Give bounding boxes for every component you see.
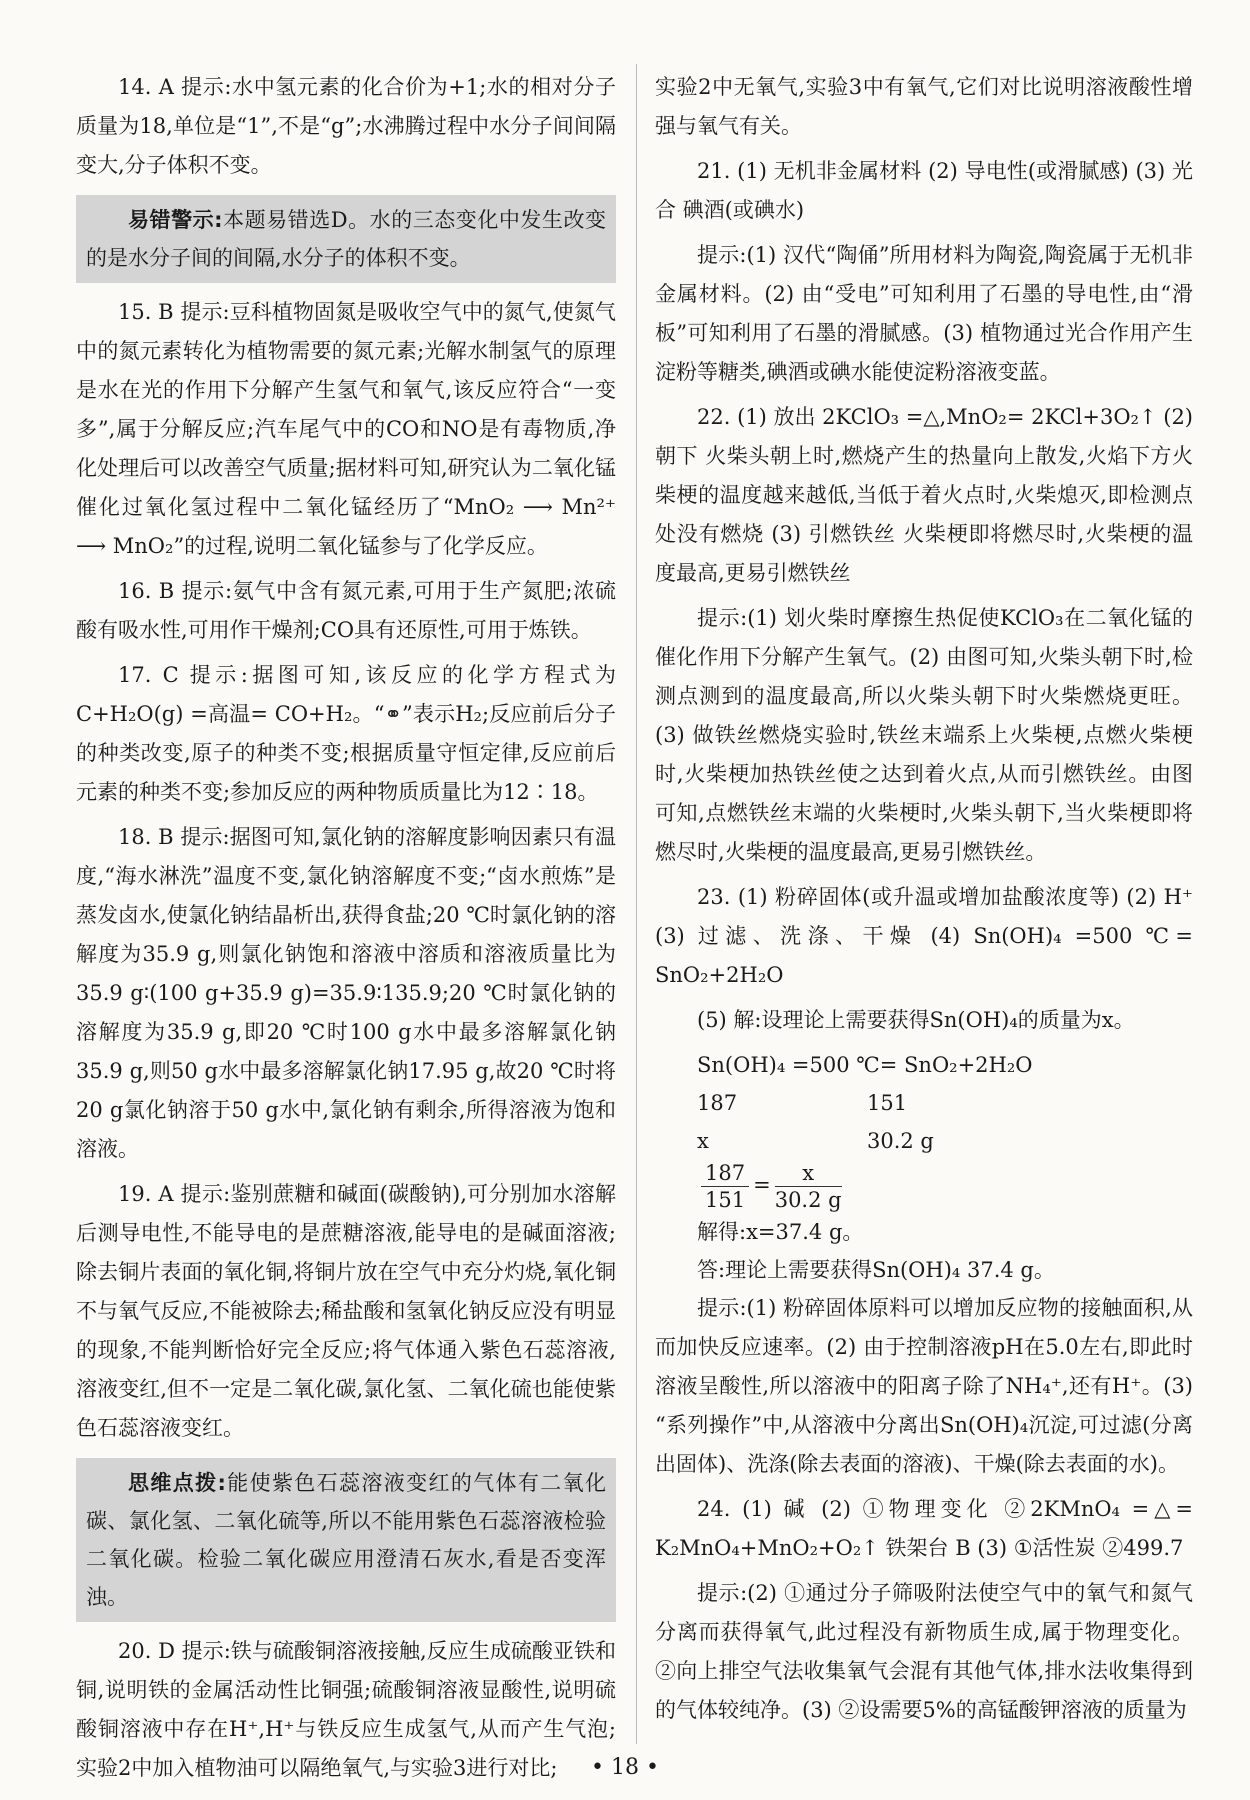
calc-equation: Sn(OH)₄ =500 ℃= SnO₂+2H₂O [697,1053,1033,1077]
calc-cell: 151 [867,1091,908,1115]
fraction-denominator: 151 [705,1188,746,1212]
column-divider [636,64,637,1744]
hint-q21: 提示:(1) 汉代“陶俑”所用材料为陶瓷,陶瓷属于无机非金属材料。(2) 由“受电”可知利用了石墨的导电性,由“滑板”可知利用了石墨的滑腻感。(3) 植物通过光合作用产生淀粉等糖类,碘酒或碘水能使淀粉溶液变蓝。 [655,243,1193,384]
hint-q22: 提示:(1) 划火柴时摩擦生热促使KClO₃在二氧化锰的催化作用下分解产生氧气。(2) 由图可知,火柴头朝下时,检测点测到的温度最高,所以火柴头朝下时火柴燃烧更旺。(3) 做铁丝燃烧实验时,铁丝末端系上火柴梗,点燃火柴梗时,火柴梗加热铁丝使之达到着火点,从而引燃铁丝。由图可知,点燃铁丝末端的火柴梗时,火柴头朝下,当火柴梗即将燃尽时,火柴梗的温度最高,更易引燃铁丝。 [655,606,1193,864]
calc-row-masses [697,1084,1193,1122]
calc-answer: 答:理论上需要获得Sn(OH)₄ 37.4 g。 [697,1258,1055,1282]
calc-cell: x [697,1129,709,1153]
box-title: 思维点拨: [128,1471,226,1495]
answer-q19: 19. A 提示:鉴别蔗糖和碱面(碳酸钠),可分别加水溶解后测导电性,不能导电的是蔗糖溶液,能导电的是碱面溶液;除去铜片表面的氧化铜,将铜片放在空气中充分灼烧,氧化铜不与氧气反应,不能被除去;稀盐酸和氢氧化钠反应没有明显的现象,不能判断恰好完全反应;将气体通入紫色石蕊溶液,溶液变红,但不一定是二氧化碳,氯化氢、二氧化硫也能使紫色石蕊溶液变红。 [76,1182,616,1440]
hint-q23: 提示:(1) 粉碎固体原料可以增加反应物的接触面积,从而加快反应速率。(2) 由于控制溶液pH在5.0左右,即此时溶液呈酸性,所以溶液中的阳离子除了NH₄⁺,还有H⁺。(3) “系列操作”中,从溶液中分离出Sn(OH)₄沉淀,可过滤(分离出固体)、洗涤(除去表面的溶液)、干燥(除去表面的水)。 [655,1296,1193,1476]
answer-q14: 14. A 提示:水中氢元素的化合价为+1;水的相对分子质量为18,单位是“1”,不是“g”;水沸腾过程中水分子间间隔变大,分子体积不变。 [76,75,616,177]
answer-q23-part5: (5) 解:设理论上需要获得Sn(OH)₄的质量为x。 [697,1008,1135,1032]
answer-q17: 17. C 提示:据图可知,该反应的化学方程式为C+H₂O(g) =高温= CO+H₂。“⚭”表示H₂;反应前后分子的种类改变,原子的种类不变;根据质量守恒定律,反应前后元素的种类不变;参加反应的两种物质质量比为12∶18。 [76,663,616,804]
box-text: 能使紫色石蕊溶液变红的气体有二氧化碳、氯化氢、二氧化硫等,所以不能用紫色石蕊溶液检验二氧化碳。检验二氧化碳应用澄清石灰水,看是否变浑浊。 [86,1471,607,1609]
fraction-left [701,1160,749,1213]
thinking-tip-box [76,1458,616,1622]
answer-q20: 20. D 提示:铁与硫酸铜溶液接触,反应生成硫酸亚铁和铜,说明铁的金属活动性比铜强;硫酸铜溶液显酸性,说明硫酸铜溶液中存在H⁺,H⁺与铁反应生成氢气,从而产生气泡;实验2中加入植物油可以隔绝氧气,与实验3进行对比; [76,1639,616,1780]
answer-q20-continued: 实验2中无氧气,实验3中有氧气,它们对比说明溶液酸性增强与氧气有关。 [655,75,1193,138]
answer-q15: 15. B 提示:豆科植物固氮是吸收空气中的氮气,使氮气中的氮元素转化为植物需要的氮元素;光解水制氢气的原理是水在光的作用下分解产生氢气和氧气,该反应符合“一变多”,属于分解反应;汽车尾气中的CO和NO是有毒物质,净化处理后可以改善空气质量;据材料可知,研究认为二氧化锰催化过氧化氢过程中二氧化锰经历了“MnO₂ ⟶ Mn²⁺ ⟶ MnO₂”的过程,说明二氧化锰参与了化学反应。 [76,300,616,558]
answer-q16: 16. B 提示:氨气中含有氮元素,可用于生产氮肥;浓硫酸有吸水性,可用作干燥剂;CO具有还原性,可用于炼铁。 [76,579,616,642]
answer-q18: 18. B 提示:据图可知,氯化钠的溶解度影响因素只有温度,“海水淋洗”温度不变,氯化钠溶解度不变;“卤水煎炼”是蒸发卤水,使氯化钠结晶析出,获得食盐;20 ℃时氯化钠的溶解度为35.9 g,则氯化钠饱和溶液中溶质和溶液质量比为35.9 g∶(100 g+35.9 g)=35.9∶135.9;20 ℃时氯化钠的溶解度为35.9 g,即20 ℃时100 g水中最多溶解氯化钠35.9 g,则50 g水中最多溶解氯化钠17.95 g,故20 ℃时将20 g氯化钠溶于50 g水中,氯化钠有剩余,所得溶液为饱和溶液。 [76,825,616,1161]
calc-solution: 解得:x=37.4 g。 [697,1220,864,1244]
box-title: 易错警示: [128,208,223,232]
fraction-numerator: 187 [701,1160,749,1187]
calc-cell: 30.2 g [867,1129,934,1153]
calc-proportion: $\frac{187}{151}$ = $\frac{x}{30.2 g}$ [697,1160,1193,1213]
answer-q24: 24. (1) 碱 (2) ①物理变化 ②2KMnO₄ =△= K₂MnO₄+MnO₂+O₂↑ 铁架台 B (3) ①活性炭 ②499.7 [655,1497,1193,1560]
error-warning-box [76,195,616,283]
fraction-right [775,1160,842,1213]
calculation-block [697,1046,1193,1289]
calc-row-values [697,1122,1193,1160]
fraction-numerator: x [775,1160,842,1187]
hint-q24: 提示:(2) ①通过分子筛吸附法使空气中的氧气和氮气分离而获得氧气,此过程没有新物质生成,属于物理变化。②向上排空气法收集氧气会混有其他气体,排水法收集得到的气体较纯净。(3) ②设需要5%的高锰酸钾溶液的质量为 [655,1581,1193,1722]
calc-cell: 187 [697,1091,738,1115]
page-number: • 18 • [591,1755,659,1780]
left-column [76,68,616,1794]
fraction-denominator: 30.2 g [774,1188,842,1212]
box-text: 本题易错选D。水的三态变化中发生改变的是水分子间的间隔,水分子的体积不变。 [86,208,606,270]
answer-q21: 21. (1) 无机非金属材料 (2) 导电性(或滑腻感) (3) 光合 碘酒(或碘水) [655,159,1193,222]
answer-q23: 23. (1) 粉碎固体(或升温或增加盐酸浓度等) (2) H⁺ (3) 过滤、洗涤、干燥 (4) Sn(OH)₄ =500 ℃= SnO₂+2H₂O [655,885,1193,987]
right-column [655,68,1193,1736]
answer-q22: 22. (1) 放出 2KClO₃ =△,MnO₂= 2KCl+3O₂↑ (2) 朝下 火柴头朝上时,燃烧产生的热量向上散发,火焰下方火柴梗的温度越来越低,当低于着火点时,火柴熄灭,即检测点处没有燃烧 (3) 引燃铁丝 火柴梗即将燃尽时,火柴梗的温度最高,更易引燃铁丝 [655,405,1193,585]
